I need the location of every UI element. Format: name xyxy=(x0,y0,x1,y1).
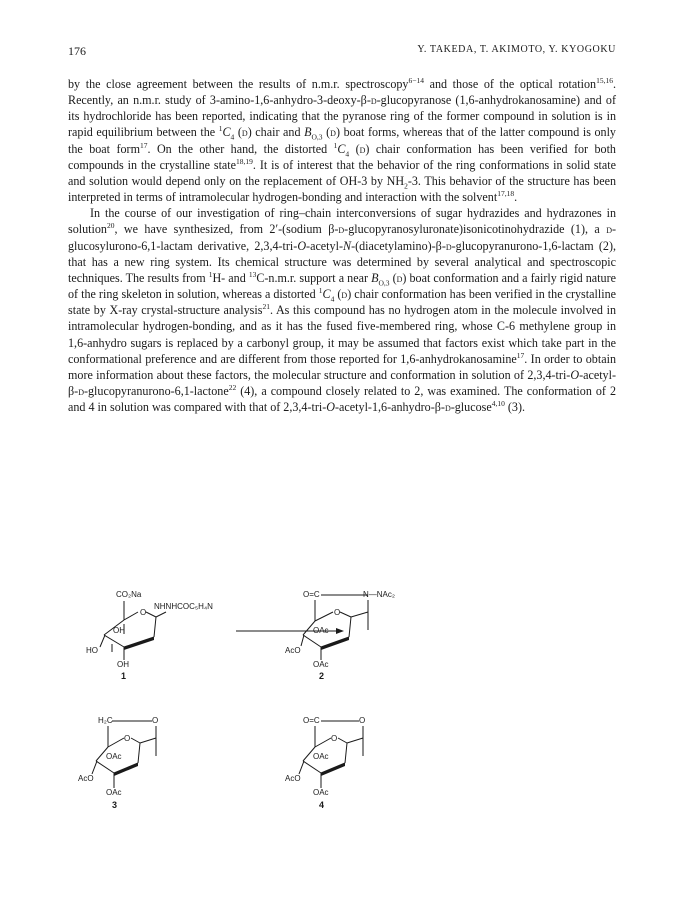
compound-1-bottom-hydroxyl: OH xyxy=(117,660,129,669)
compound-3-inner-acetate: OAc xyxy=(106,752,122,761)
structure-compound-2 xyxy=(283,590,443,680)
compound-2-ring-oxygen: O xyxy=(334,608,341,617)
compound-1-number: 1 xyxy=(121,671,127,681)
compound-3-ring-oxygen: O xyxy=(124,734,131,743)
reference: 6−14 xyxy=(408,75,424,85)
compound-1-inner-hydroxyl: OH xyxy=(113,626,125,635)
body-text xyxy=(68,76,616,415)
compound-4-left-acetate: AcO xyxy=(285,774,301,783)
reaction-scheme xyxy=(68,590,616,830)
compound-3-left-acetate: AcO xyxy=(78,774,94,783)
compound-2-number: 2 xyxy=(319,671,325,681)
compound-2-bottom-acetate: OAc xyxy=(313,660,329,669)
compound-1-ring-oxygen: O xyxy=(140,608,147,617)
lactone-ring-drawing xyxy=(283,716,433,816)
compound-4-ring-oxygen: O xyxy=(331,734,338,743)
compound-4-number: 4 xyxy=(319,800,325,810)
compound-3-bridge-oxygen: O xyxy=(152,716,159,725)
reference: 17 xyxy=(516,350,525,360)
paragraph-2: In the course of our investigation of ring–chain interconversions of sugar hydrazides and hydrazones in solution$^{20}$, we have synthesized, from 2′-(sodium β-d-glucopyranosyluronate)isonicotinohydrazide (1), a d-glucosylurono-6,1-lactam derivative, 2,3,4-tri-O-acetyl-N-(diacetylamino)-β-d-glucopyranurono-1,6-lactam (2), that has a new ring system. Its chemical structure was determined by several analytical and spectroscopic techniques. The results from $^1$H- and $^{13}$C-n.m.r. support a near $B_{O,3}$ (d) boat conformation and a fairly rigid nature of the ring skeleton in solution, whereas a distorted $^1C_4$ (d) chair conformation has been verified in the crystalline state by X-ray crystal-structure analysis$^{21}$. As this compound has no hydrogen atom in the molecule involved in intramolecular hydrogen-bonding, and as it has the fused five-membered ring, whose C-6 methylene group in 1,6-anhydro sugars is replaced by a carbonyl group, it may be assumed that factors exist which take part in the conformational preference and are different from those reported for 1,6-anhydrokanosamine$^{17}$. In order to obtain more information about these factors, the molecular structure and conformation in solution of 2,3,4-tri-O-acetyl-β-d-glucopyranurono-6,1-lactone$^{22}$ (4), a compound closely related to 2, was examined. The conformation of 2 and 4 in solution was compared with that of 2,3,4-tri-O-acetyl-1,6-anhydro-β-d-glucose$^{4,10}$ (3). xyxy=(68,206,617,415)
compound-4-lactone-oxygen: O xyxy=(359,716,366,725)
reference: 20 xyxy=(106,221,115,231)
compound-1-top-group: CO₂Na xyxy=(116,590,142,599)
compound-3-bottom-acetate: OAc xyxy=(106,788,122,797)
compound-2-inner-acetate: OAc xyxy=(313,626,329,635)
structure-compound-3 xyxy=(78,716,228,816)
compound-1-substituent: NHNHCOC₅H₄N xyxy=(154,602,213,611)
reference: 17 xyxy=(139,140,148,150)
page-header xyxy=(68,44,616,60)
lactam-ring-drawing xyxy=(283,590,443,680)
reference: 18,19 xyxy=(236,156,253,166)
compound-4-bottom-acetate: OAc xyxy=(313,788,329,797)
compound-2-nitrogen-group: N—NAc₂ xyxy=(363,590,395,599)
reference: 15,16 xyxy=(596,75,613,85)
compound-2-carbonyl: O=C xyxy=(303,590,320,599)
structure-compound-1 xyxy=(78,590,228,680)
compound-2-left-acetate: AcO xyxy=(285,646,301,655)
paragraph-1: by the close agreement between the results of n.m.r. spectroscopy$^{6-14}$ and those of the optical rotation$^{15,16}$. Recently, an n.m.r. study of 3-amino-1,6-anhydro-3-deoxy-β-d-glucopyranose (1,6-anhydrokanosamine) and of its hydrochloride has been reported, indicating that the pyranose ring of the former compound in solution is in rapid equilibrium between the $^1C_4$ (d) chair and $B_{O,3}$ (d) boat forms, whereas that of the latter compound is only the boat form$^{17}$. On the other hand, the distorted $^1C_4$ (d) chair conformation has been verified for both compounds in the crystalline state$^{18,19}$. It is of interest that the behavior of the ring conformations in solid state and solution would depend only on the replacement of OH-3 by $NH_2-3$. This behavior of the structure has been interpreted in terms of intramolecular hydrogen-bonding and interaction with the solvent$^{17,18}$. xyxy=(68,75,617,205)
compound-1-left-hydroxyl: HO xyxy=(86,646,98,655)
compound-4-carbonyl: O=C xyxy=(303,716,320,725)
compound-3-number: 3 xyxy=(112,800,118,810)
compound-3-methylene: H₂C xyxy=(98,716,113,725)
anhydro-ring-drawing xyxy=(78,716,228,816)
reference: 22 xyxy=(228,382,237,392)
reference: 21 xyxy=(262,302,270,312)
compound-4-inner-acetate: OAc xyxy=(313,752,329,761)
page-number: 176 xyxy=(68,44,86,58)
reference: 4,10 xyxy=(491,399,505,409)
structure-compound-4 xyxy=(283,716,433,816)
reference: 17,18 xyxy=(497,189,515,199)
running-head: Y. TAKEDA, T. AKIMOTO, Y. KYOGOKU xyxy=(417,44,616,55)
